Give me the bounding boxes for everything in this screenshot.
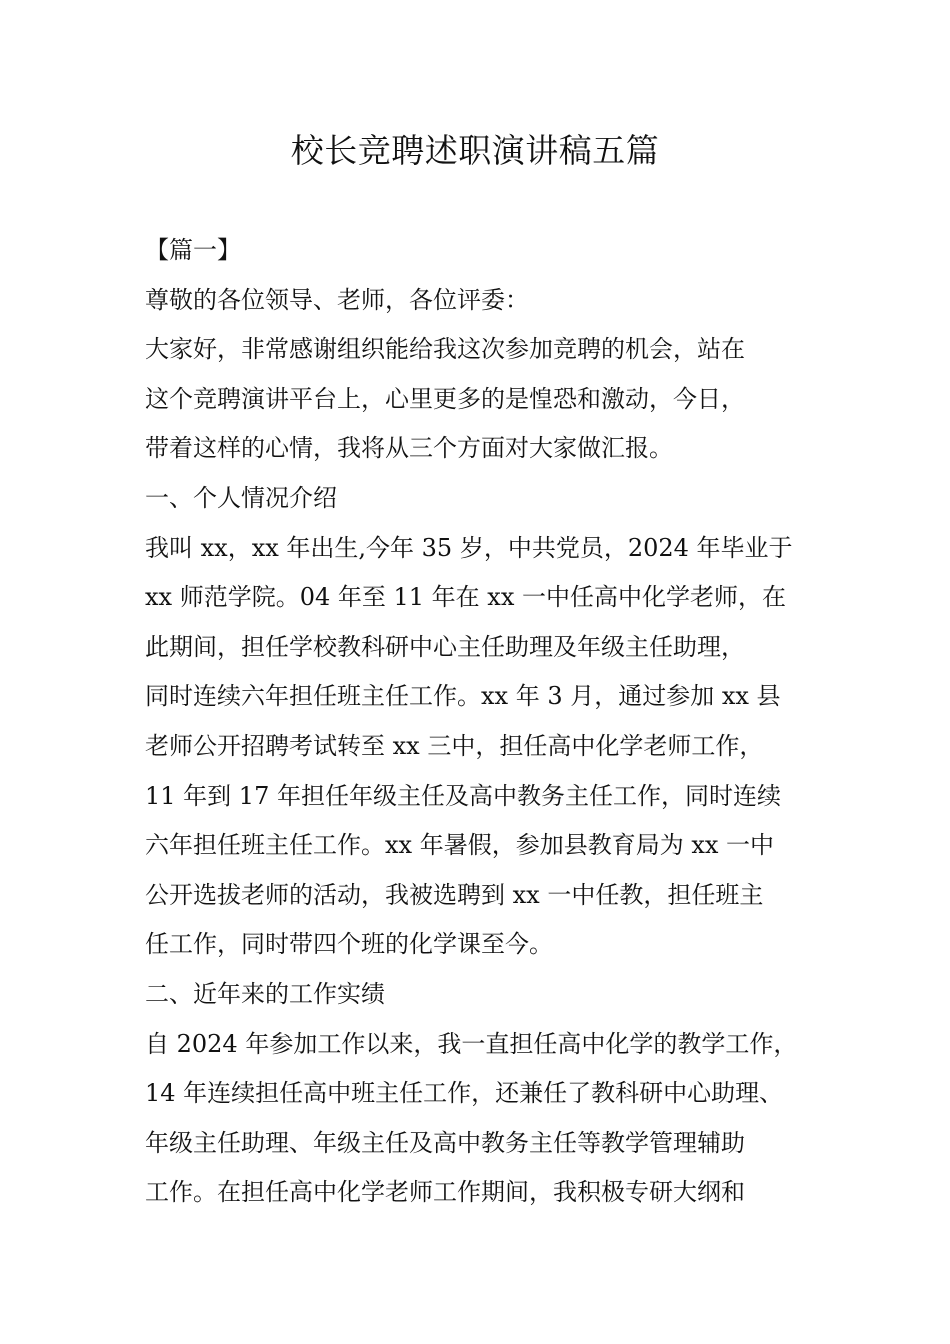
subsection-heading: 二、近年来的工作实绩 <box>145 979 385 1008</box>
document-title: 校长竞聘述职演讲稿五篇 <box>290 131 660 170</box>
paragraph-line: 带着这样的心情，我将从三个方面对大家做汇报。 <box>145 434 673 463</box>
paragraph-line: 工作。在担任高中化学老师工作期间，我积极专研大纲和 <box>145 1178 745 1207</box>
paragraph-line: 14 年连续担任高中班主任工作，还兼任了教科研中心助理、 <box>145 1079 784 1108</box>
paragraph-line: xx 师范学院。04 年至 11 年在 xx 一中任高中化学老师，在 <box>145 583 786 612</box>
paragraph-line: 同时连续六年担任班主任工作。xx 年 3 月，通过参加 xx 县 <box>145 682 781 711</box>
paragraph-line: 老师公开招聘考试转至 xx 三中，担任高中化学老师工作， <box>145 731 764 760</box>
paragraph-line: 公开选拔老师的活动，我被选聘到 xx 一中任教，担任班主 <box>145 880 764 909</box>
paragraph-line: 自 2024 年参加工作以来，我一直担任高中化学的教学工作， <box>145 1029 798 1058</box>
paragraph-line: 任工作，同时带四个班的化学课至今。 <box>145 930 553 959</box>
paragraph-line: 此期间，担任学校教科研中心主任助理及年级主任助理， <box>145 632 745 661</box>
section-heading: 【篇一】 <box>145 236 241 264</box>
paragraph-line: 年级主任助理、年级主任及高中教务主任等教学管理辅助 <box>145 1128 745 1157</box>
paragraph-line: 大家好，非常感谢组织能给我这次参加竞聘的机会，站在 <box>145 335 745 364</box>
paragraph-line: 这个竞聘演讲平台上，心里更多的是惶恐和激动，今日， <box>145 384 745 413</box>
paragraph-line: 六年担任班主任工作。xx 年暑假，参加县教育局为 xx 一中 <box>145 831 775 860</box>
salutation: 尊敬的各位领导、老师，各位评委： <box>145 285 529 314</box>
paragraph-line: 我叫 xx，xx 年出生,今年 35 岁，中共党员，2024 年毕业于 <box>145 533 793 562</box>
paragraph-line: 11 年到 17 年担任年级主任及高中教务主任工作，同时连续 <box>145 781 781 810</box>
document-body <box>145 226 835 1218</box>
subsection-heading: 一、个人情况介绍 <box>145 483 337 512</box>
